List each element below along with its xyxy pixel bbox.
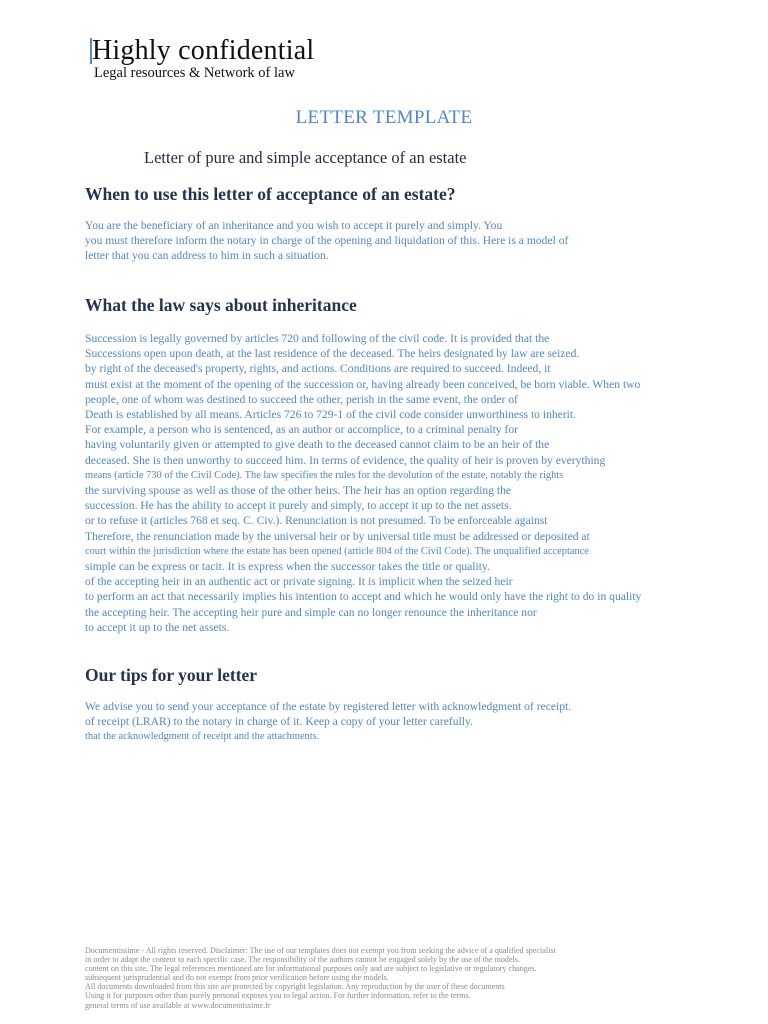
paragraph-line: of the accepting heir in an authentic act or private signing. It is implicit when the seized heir [85, 575, 513, 589]
paragraph-line: you must therefore inform the notary in charge of the opening and liquidation of this. Here is a model of [85, 234, 569, 248]
paragraph-line: succession. He has the ability to accept it purely and simply, to accept it up to the net assets. [85, 499, 512, 513]
paragraph-line: by right of the deceased's property, rights, and actions. Conditions are required to succeed. Indeed, it [85, 362, 551, 376]
paragraph-line: means (article 730 of the Civil Code). The law specifies the rules for the devolution of the estate, notably the rights [85, 469, 564, 481]
footer-line: general terms of use available at www.documentissime.fr [85, 1000, 271, 1010]
section-body-law [85, 331, 685, 635]
section-body-when-to-use [85, 218, 685, 264]
logo-title: Highly confidential [92, 35, 315, 66]
paragraph-line: that the acknowledgment of receipt and the attachments. [85, 731, 320, 743]
footer-line: content on this site. The legal references mentioned are for informational purposes only and are subject to legislative or regulatory changes. [85, 964, 537, 974]
footer-line: in order to adapt the content to each specific case. The responsibility of the authors cannot be engaged solely by the use of the models. [85, 955, 520, 965]
paragraph-line: people, one of whom was destined to succeed the other, perish in the same event, the order of [85, 392, 518, 406]
footer-line: Documentissime - All rights reserved. Disclaimer: The use of our templates does not exempt you from seeking the advice of a qualified specialist [85, 946, 556, 955]
paragraph-line: Succession is legally governed by articles 720 and following of the civil code. It is provided that the [85, 332, 550, 345]
section-heading-tips: Our tips for your letter [85, 665, 258, 685]
paragraph-line: You are the beneficiary of an inheritance and you wish to accept it purely and simply. You [85, 219, 503, 232]
document-title: LETTER TEMPLATE [295, 107, 473, 128]
document-subtitle: Letter of pure and simple acceptance of an estate [144, 148, 467, 167]
paragraph-line: court within the jurisdiction where the estate has been opened (article 804 of the Civil Code). The unqualified acceptance [85, 545, 589, 557]
footer-line: All documents downloaded from this site are protected by copyright legislation. Any reproduction by the user of these documents [85, 982, 505, 992]
section-heading-law: What the law says about inheritance [85, 295, 357, 315]
paragraph-line: to perform an act that necessarily implies his intention to accept and which he would only have the right to do in quality [85, 590, 642, 604]
section-heading-when-to-use: When to use this letter of acceptance of an estate? [85, 184, 456, 204]
paragraph-line: must exist at the moment of the opening of the succession or, having already been conceived, be born viable. When two [85, 377, 641, 391]
paragraph-line: the accepting heir. The accepting heir pure and simple can no longer renounce the inheritance nor [85, 605, 537, 619]
paragraph-line: Successions open upon death, at the last residence of the deceased. The heirs designated by law are seized. [85, 347, 580, 361]
paragraph-line: For example, a person who is sentenced, as an author or accomplice, to a criminal penalty for [85, 423, 519, 437]
paragraph-line: deceased. She is then unworthy to succeed him. In terms of evidence, the quality of heir is proven by everything [85, 453, 606, 467]
paragraph-line: Therefore, the renunciation made by the universal heir or by universal title must be addressed or deposited at [85, 529, 590, 543]
footer-disclaimer [85, 946, 685, 1010]
paragraph-line: to accept it up to the net assets. [85, 620, 230, 634]
paragraph-line: the surviving spouse as well as those of the other heirs. The heir has an option regarding the [85, 484, 512, 498]
paragraph-line: simple can be express or tacit. It is express when the successor takes the title or quality. [85, 560, 490, 574]
paragraph-line: letter that you can address to him in such a situation. [85, 249, 329, 263]
footer-line: subsequent jurisprudential and do not exempt from prior verification before using the models. [85, 973, 389, 983]
paragraph-line: having voluntarily given or attempted to give death to the deceased cannot claim to be an heir of the [85, 438, 550, 452]
section-body-tips [85, 699, 685, 745]
footer-line: Using it for purposes other than purely personal exposes you to legal action. For further information, refer to the terms. [85, 991, 471, 1001]
paragraph-line: Death is established by all means. Articles 726 to 729-1 of the civil code consider unworthiness to inherit. [85, 408, 577, 422]
logo-subtitle: Legal resources & Network of law [94, 65, 295, 81]
paragraph-line: of receipt (LRAR) to the notary in charge of it. Keep a copy of your letter carefully. [85, 715, 473, 729]
paragraph-line: or to refuse it (articles 768 et seq. C. Civ.). Renunciation is not presumed. To be enforceable against [85, 514, 548, 528]
paragraph-line: We advise you to send your acceptance of the estate by registered letter with acknowledgment of receipt. [85, 700, 572, 713]
